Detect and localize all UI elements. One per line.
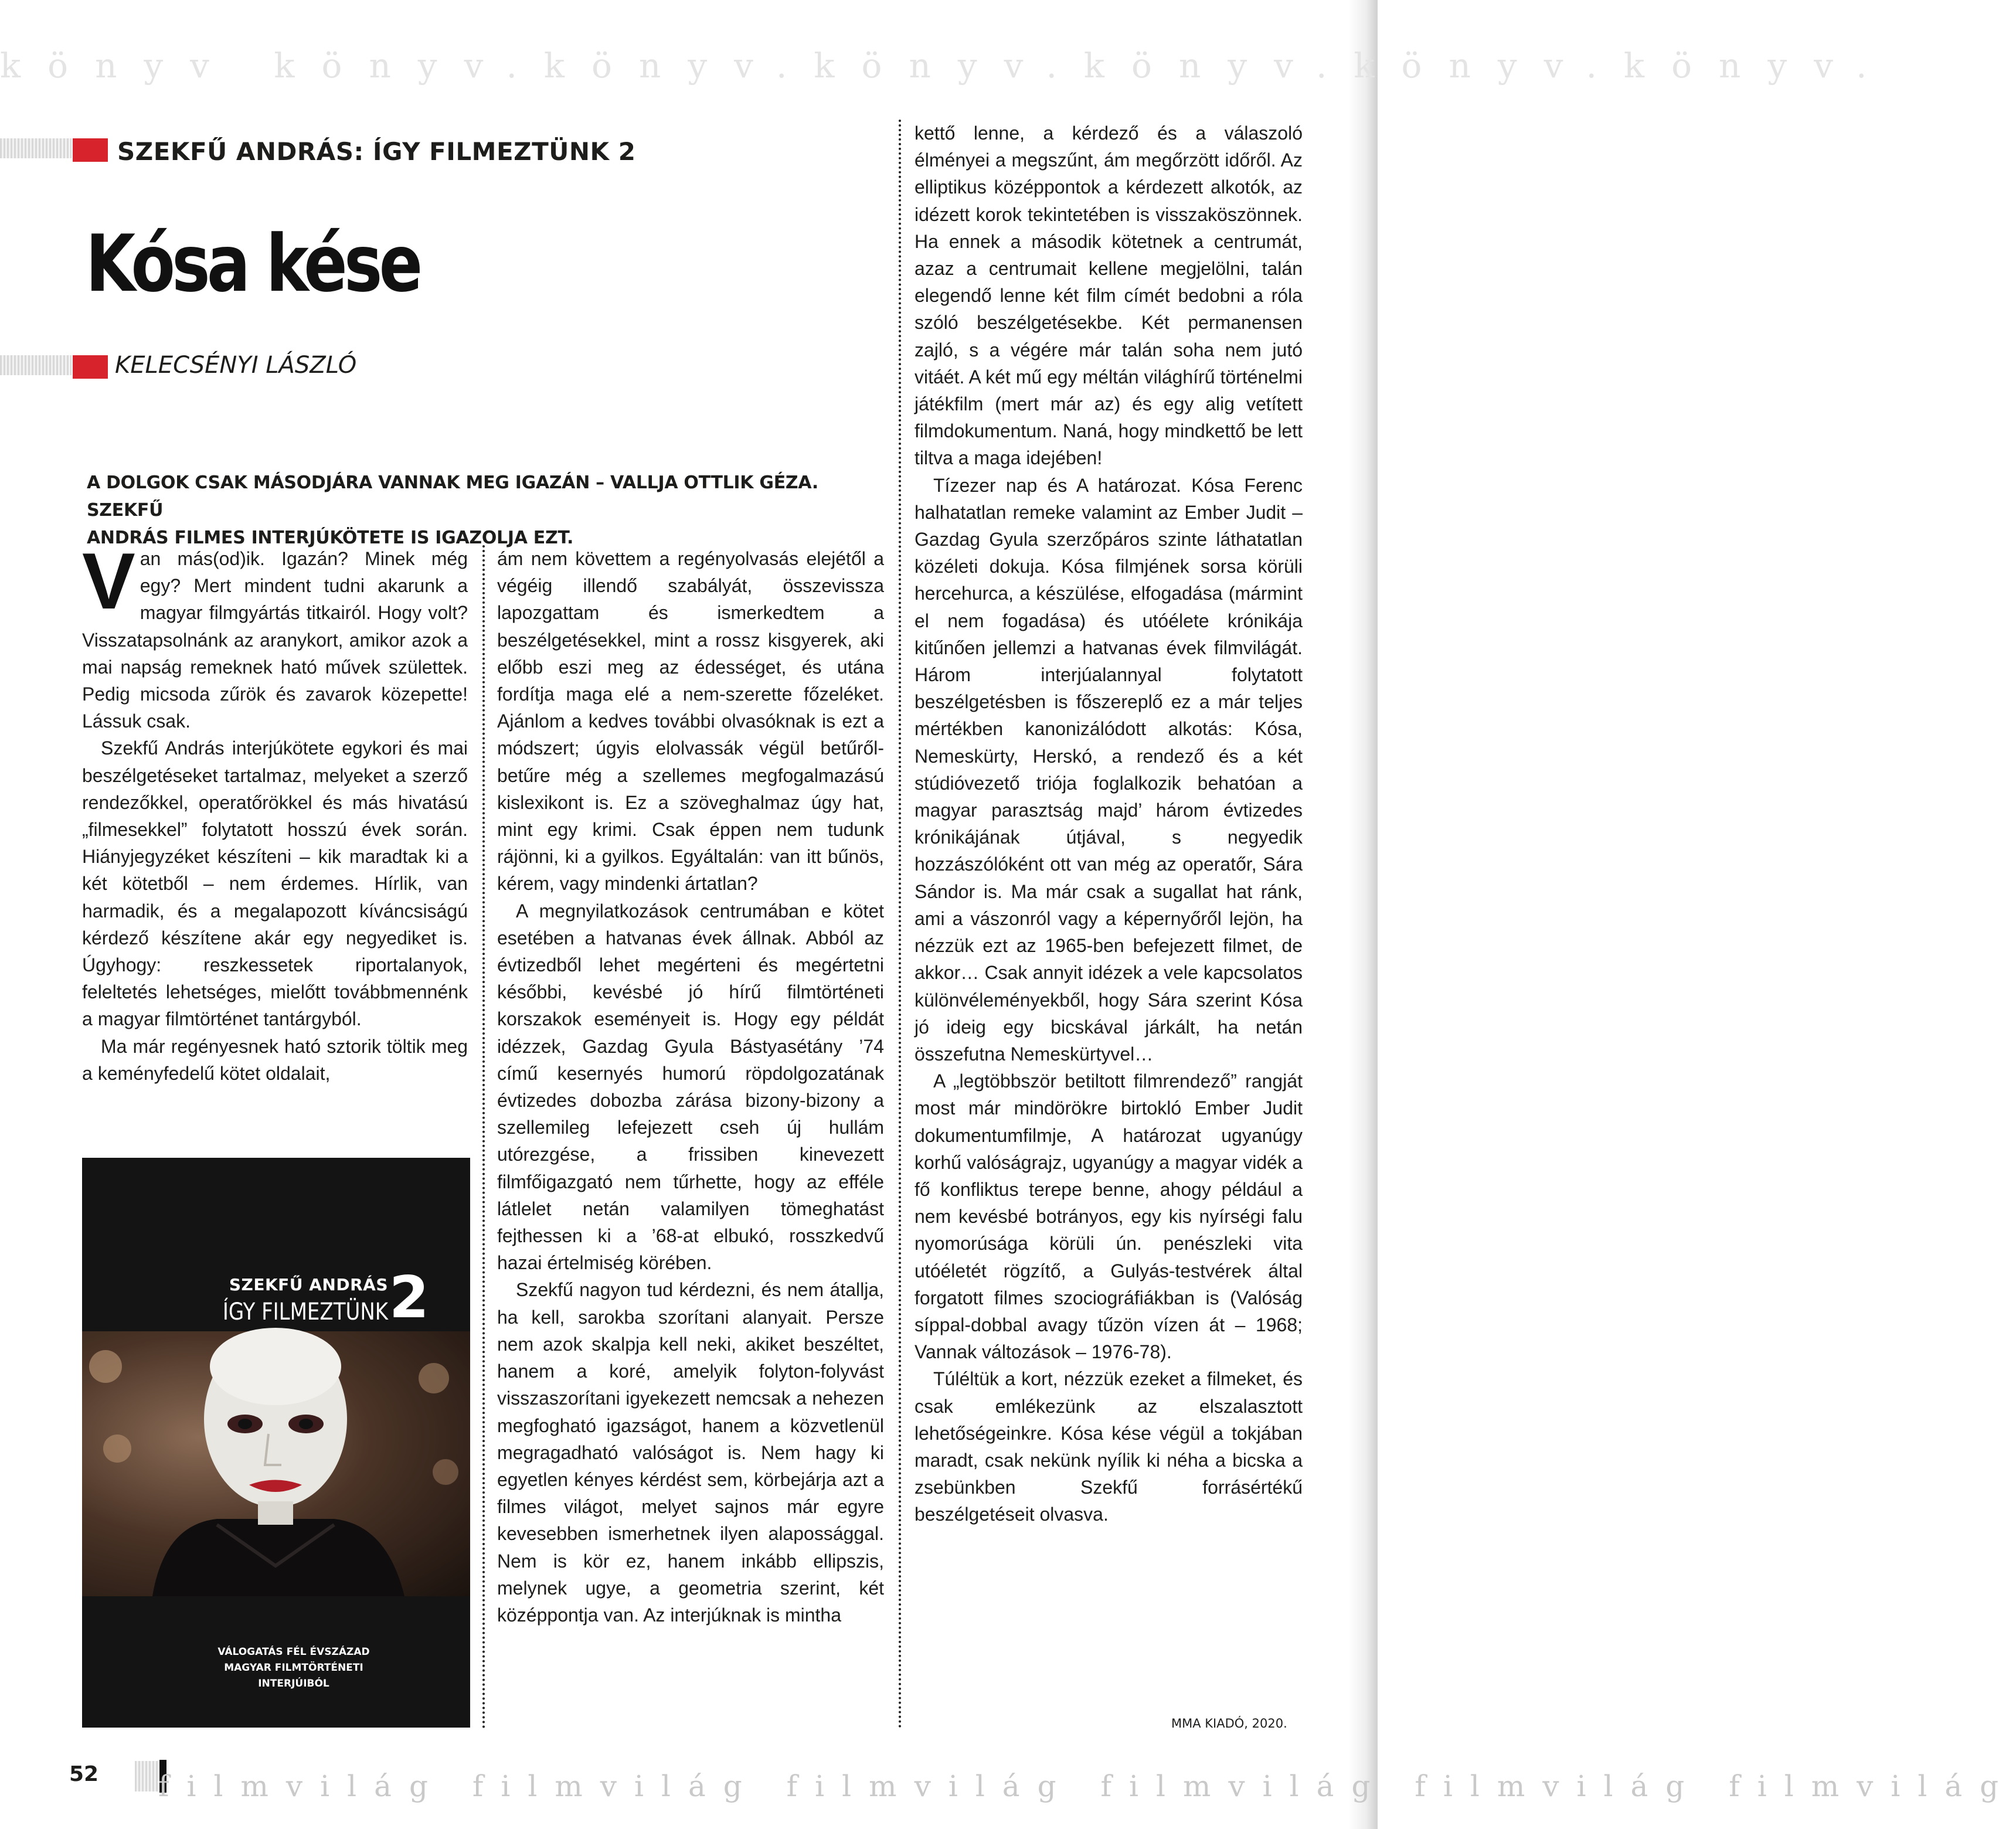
- paragraph: Szekfű András interjúkötete egykori és mai beszélgetéseket tartalmaz, melyeket a szerző rendezőkkel, operatőrökkel és más hivatású „filmesekkel” folytatott hosszú évek során. Hiányjegyzéket készíteni – kik maradtak ki a két kötetből – nem érdemes. Hírlik, van harmadik, és a megalapozott kíváncsiságú kérdező készítene akár egy negyediket is. Úgyhogy: reszkessetek riportalanyok, feleltetés lehetséges, mielőtt továbbmennénk a magyar filmtörténet tantárgyból.: [82, 737, 468, 1030]
- paragraph: kettő lenne, a kérdező és a válaszoló élményei a megszűnt, ám megőrzött időről. Az elliptikus középpontok a kérdezett alkotók, az idézett korok tekintetében is visszaköszönnek. Ha ennek a második kötetnek a centrumát, azaz a centrumait kellene megjelölni, talán elegendő lenne két film címét bedobni a róla szóló beszélgetésekbe. Két permanensen zajló, s a végére már talán soha nem jutó vitáét. A két mű egy méltán világhírű történelmi játékfilm (mert már az) és egy alig vetített filmdokumentum. Naná, hogy mindkettő be lett tiltva a maga idejében!: [914, 123, 1303, 469]
- publisher-credit: MMA KIADÓ, 2020.: [1171, 1716, 1287, 1731]
- paragraph: [82, 536, 468, 735]
- kicker-red-block: [73, 138, 108, 162]
- drop-cap: V: [82, 536, 135, 625]
- book-cover-image: [82, 1158, 470, 1728]
- article-title: Kósa kése: [86, 218, 420, 310]
- kicker-grey-strip: [0, 138, 72, 158]
- article-author: KELECSÉNYI LÁSZLÓ: [115, 352, 357, 379]
- paragraph: A megnyilatkozások centrumában e kötet esetében a hatvanas évek állnak. Abból az évtizedből lehet megérteni és megértetni későbbi, kevésbé jó hírű filmtörténeti korszakok eseményeit is. Hogy egy példát idézzek, Gazdag Gyula Bástyasétány ’74 című kesernyés humorú röpdolgozatának évtizedes dobozba zárása bizony-bizony a szellemileg lefejezett cseh új hullám utórezgése, a frissiben kinevezett filmfőigazgató nem tűrhette, hogy az efféle látlelet netán valamilyen tömeghatást fejthessen ki a ’68-at elbukó, rosszkedvű hazai értelmiség körében.: [497, 900, 884, 1274]
- page-number: 52: [69, 1762, 99, 1786]
- paragraph: Ma már regényesnek ható sztorik töltik meg a keményfedelű kötet oldalait,: [82, 1035, 468, 1084]
- cover-volume-number: 2: [389, 1264, 429, 1331]
- article-kicker: SZEKFŰ ANDRÁS: ÍGY FILMEZTÜNK 2: [117, 137, 636, 166]
- column-divider-1: [482, 545, 485, 1729]
- cover-subtitle: [100, 1644, 488, 1692]
- paragraph: Tízezer nap és A határozat. Kósa Ferenc halhatatlan remeke valamint az Ember Judit – Gazdag Gyula szerzőpáros szinte láthatatlan közéleti dokuja. Kósa filmjének sorsa körüli hercehurca, a készülése, elfogadása (mármint el nem fogadása) és utóélete krónikája kitűnően jellemzi a hatvanas évek filmvilágát. Három interjúalannyal folytatott beszélgetésben is főszereplő ez a már teljes mértékben kanonizálódott alkotás: Kósa, Nemeskürty, Herskó, a rendező és a két stúdióvezető triója foglalkozik behatóan a magyar parasztság majd’ három évtizedes krónikájának útjával, s negyedik hozzászólóként ott van még az operatőr, Sára Sándor is. Ma már csak a sugallat hat ránk, ami a vászonról vagy a képernyőről lejön, ha nézzük ezt az 1965-ben befejezett filmet, de akkor… Csak annyit idézek a vele kapcsolatos különvéleményekből, hogy Sára szerint Kósa jó ideig egy bicskával járkált, ha netán összefutna Nemeskürtyvel…: [914, 474, 1303, 1065]
- cover-author: SZEKFŰ ANDRÁS: [229, 1275, 388, 1294]
- lead-line-1: A DOLGOK CSAK MÁSODJÁRA VANNAK MEG IGAZÁN – VALLJA OTTLIK GÉZA. SZEKFŰ: [87, 472, 818, 521]
- author-grey-strip: [0, 355, 72, 375]
- cover-subtitle-line: VÁLOGATÁS FÉL ÉVSZÁZAD: [217, 1646, 370, 1658]
- author-red-block: [73, 355, 108, 379]
- lead-line-2: ANDRÁS FILMES INTERJÚKÖTETE IS IGAZOLJA EZT.: [87, 528, 574, 548]
- paragraph: Szekfű nagyon tud kérdezni, és nem átallja, ha kell, sarokba szorítani alanyait. Persze nem azok skalpja kell neki, akiket beszéltet, hanem a koré, amelyik folyton-folyvást visszaszorítani igyekezett nemcsak a nehezen megfogható igazságot, hanem a közvetlenül megragadható valóságot is. Nem hagy ki egyetlen kényes kérdést sem, körbejárja azt a filmes világot, melyet sajnos már egyre kevesebben ismerhetnek ilyen alapossággal. Nem is kör ez, hanem inkább ellipszis, melynek ugye, a geometria szerint, két középpontja van. Az interjúknak is mintha: [497, 1279, 884, 1626]
- section-banner-filmvilag: filmvilág filmvilág filmvilág filmvilág filmvilág filmvilág: [158, 1769, 2016, 1803]
- section-banner-konyv: könyv könyv.könyv.könyv.könyv.könyv.könyv.: [0, 46, 1894, 86]
- text-column-2: [497, 545, 884, 1629]
- cover-subtitle-line: MAGYAR FILMTÖRTÉNETI: [224, 1662, 363, 1674]
- column-divider-2: [899, 120, 901, 1729]
- paragraph: Túléltük a kort, nézzük ezeket a filmeket, és csak emlékezünk az elszalasztott lehetőségeinkre. Kósa kése végül a tokjában maradt, csak nekünk nyílik ki néha a bicska a zsebünkben Szekfű forrásértékű beszélgetéseit olvasva.: [914, 1368, 1303, 1525]
- footer-grey-strip: [135, 1761, 158, 1791]
- cover-title: ÍGY FILMEZTÜNK: [222, 1298, 388, 1325]
- text-column-1: [82, 536, 468, 1087]
- scan-page-edge: [1348, 0, 1378, 1829]
- cover-photo-masked-face: [82, 1331, 470, 1596]
- paragraph: A „legtöbbször betiltott filmrendező” rangját most már mindörökre birtokló Ember Judit dokumentumfilmje, A határozat ugyanúgy korhű valóságrajz, ugyanúgy a magyar vidék a fő konfliktus terepe benne, ahogy például a nem kevésbé botrányos, egy kis nyírségi falu nyomorúsága körüli ún. penészleki vita utóéletét rögzítő, a Gulyás-testvérek által forgatott filmes szociográfiákban is (Valóság síppal-dobbal avagy tűzön vízen át – 1968; Vannak változások – 1976-78).: [914, 1070, 1303, 1363]
- paragraph-text: an más(od)ik. Igazán? Minek még egy? Mert mindent tudni akarunk a magyar filmgyártás titkairól. Hogy volt? Visszatapsolnánk az aranykort, amikor azok a mai napság remeknek ható művek születtek. Pedig micsoda zűrök és zavarok közepette! Lássuk csak.: [82, 548, 468, 732]
- article-lead: [87, 469, 896, 552]
- text-column-3: [914, 120, 1303, 1528]
- paragraph: ám nem követtem a regényolvasás elejétől a végéig illendő szabályát, összevissza lapozgattam és ismerkedtem a beszélgetésekkel, mint a rossz kisgyerek, aki előbb eszi meg az édességet, és utána fordítja maga elé a nem-szerette főzeléket. Ajánlom a kedves további olvasóknak is ezt a módszert; úgyis elolvassák végül betűről-betűre még a szellemes megfogalmazású kislexikont is. Ez a szöveghalmaz úgy hat, mint egy krimi. Csak éppen nem tudunk rájönni, ki a gyilkos. Egyáltalán: van itt bűnös, kérem, vagy mindenki ártatlan?: [497, 548, 884, 895]
- cover-subtitle-line: INTERJÚIBÓL: [258, 1678, 329, 1689]
